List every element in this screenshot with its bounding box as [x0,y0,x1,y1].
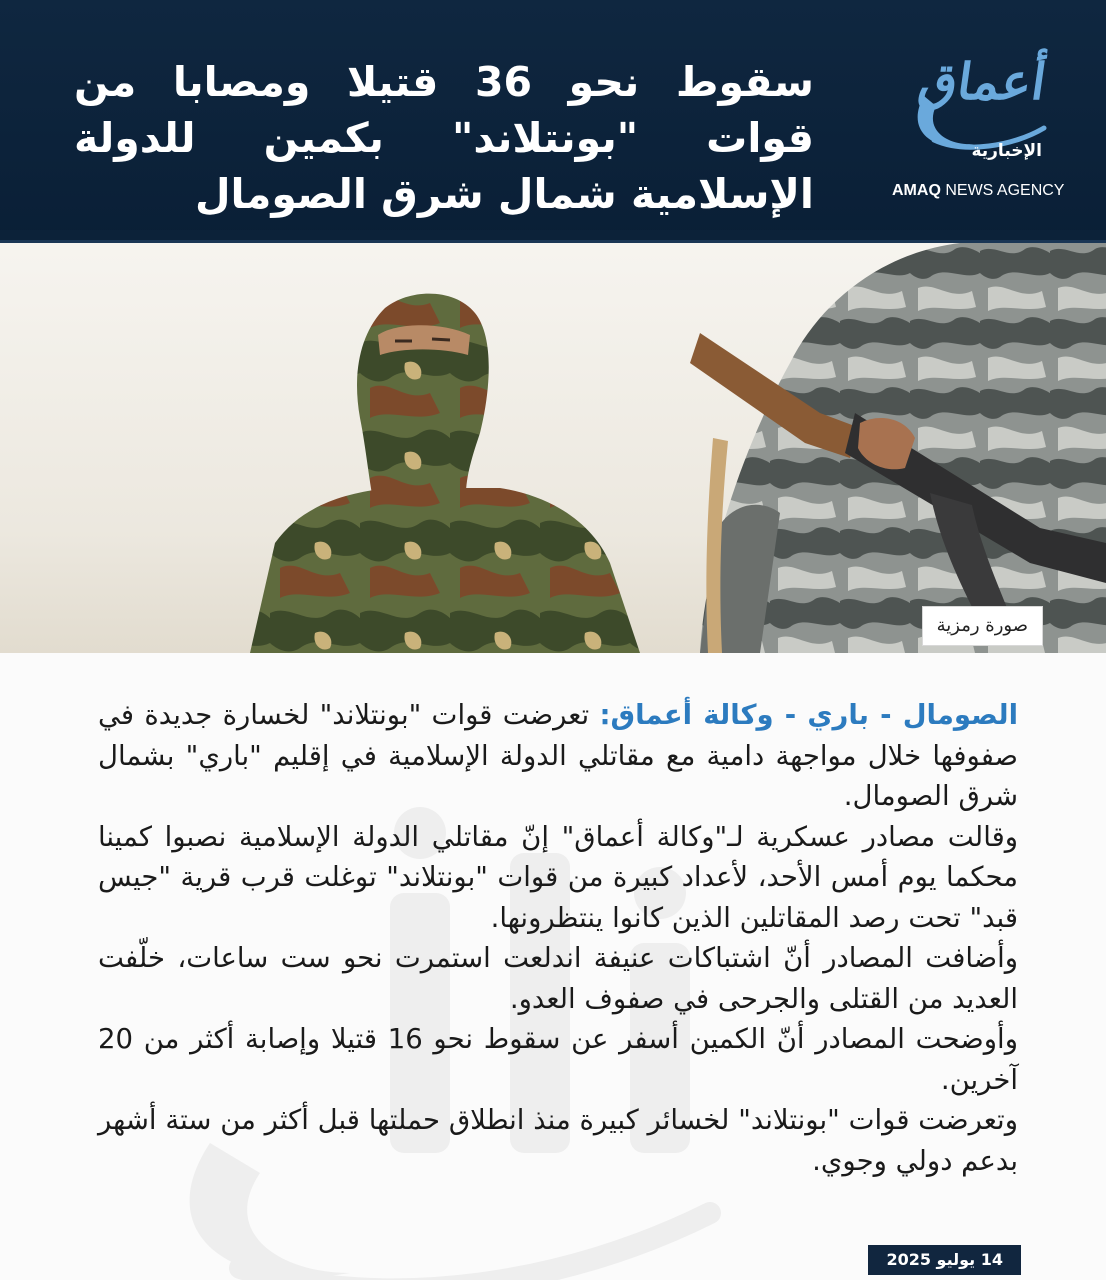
logo-arabic-text: أعماق [915,52,1051,111]
article-paragraph: وأوضحت المصادر أنّ الكمين أسفر عن سقوط نحو 16 قتيلا وإصابة أكثر من 20 آخرين. [98,1023,1018,1096]
headline: سقوط نحو 36 قتيلا ومصابا من قوات "بونتلاند" بكمين للدولة الإسلامية شمال شرق الصومال [74,58,815,218]
logo-english-text [892,182,1064,200]
article-paragraph [98,695,1018,817]
dateline: الصومال - باري - وكالة أعماق: [599,699,1018,731]
logo-english-rest: NEWS AGENCY [940,182,1065,199]
amaq-logo [880,36,1070,206]
article-paragraph: وأضافت المصادر أنّ اشتباكات عنيفة اندلعت استمرت نحو ست ساعات، خلّفت العديد من القتلى والجرحى في صفوف العدو. [98,942,1018,1015]
article-body [98,695,1018,1181]
article-section [0,653,1106,1280]
photo-caption: صورة رمزية [922,606,1043,646]
fighters-photo-illustration [0,243,1106,653]
logo-arabic-subtitle: الإخبارية [971,141,1042,161]
article-paragraph: وقالت مصادر عسكرية لـ"وكالة أعماق" إنّ مقاتلي الدولة الإسلامية نصبوا كمينا محكما يوم أمس الأحد، لأعداد كبيرة من قوات "بونتلاند" توغلت قرب قرية "جيس قبد" تحت رصد المقاتلين الذين كانوا ينتظرونها. [98,820,1018,934]
paragraph-text: تعرضت قوات "بونتلاند" لخسارة جديدة في صفوفها خلال مواجهة دامية مع مقاتلي الدولة الإسلامية في إقليم "باري" بشمال شرق الصومال. [98,699,1018,812]
article-paragraph: وتعرضت قوات "بونتلاند" لخسائر كبيرة منذ انطلاق حملتها قبل أكثر من ستة أشهر بدعم دولي وجوي. [98,1104,1018,1177]
news-photo [0,243,1106,653]
header-banner [0,0,1106,243]
date-badge: 14 يوليو 2025 [868,1245,1021,1275]
fighter-left [250,294,640,653]
logo-english-bold: AMAQ [892,182,941,199]
